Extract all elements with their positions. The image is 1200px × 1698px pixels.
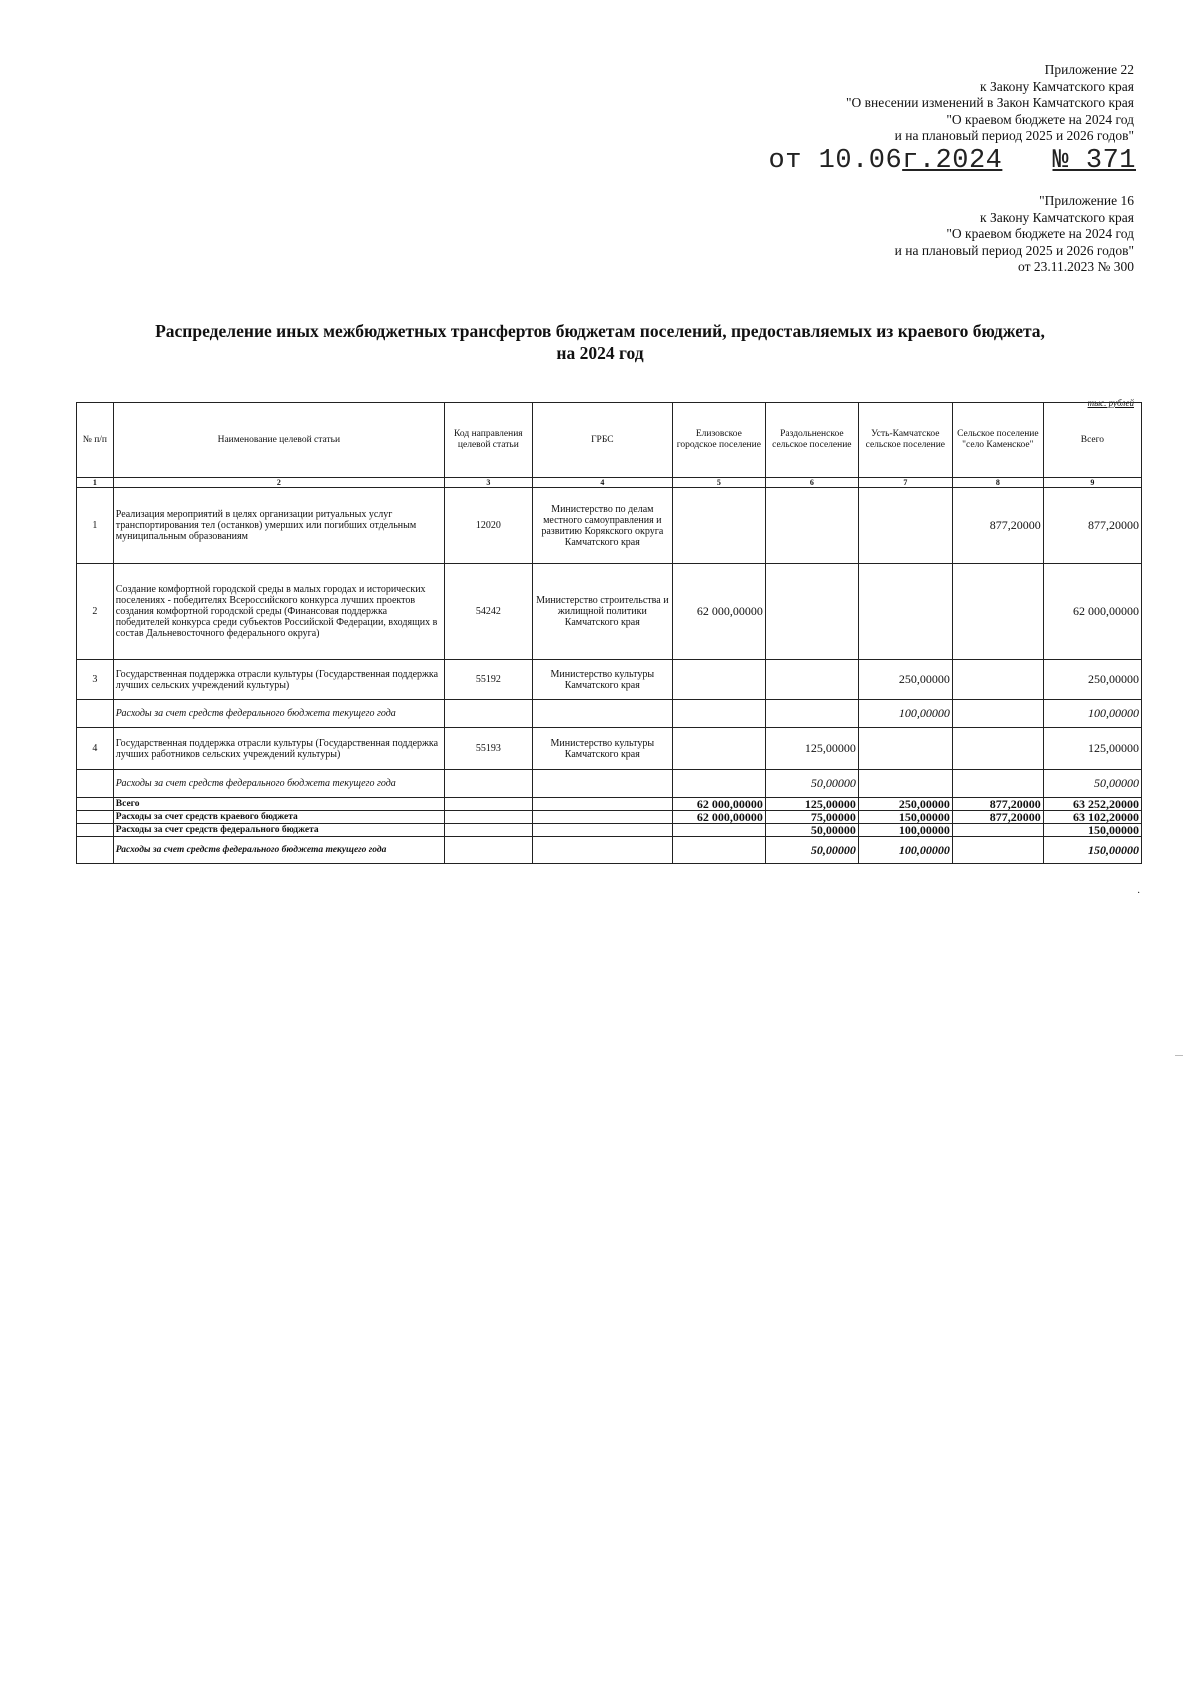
row-grbs: Министерство строительства и жилищной политики Камчатского края	[532, 564, 672, 660]
row-number: 4	[77, 728, 114, 770]
cell-yelizovo	[672, 728, 765, 770]
cell-ust-kamchatsk: 100,00000	[858, 837, 952, 864]
cell-total: 63 102,20000	[1043, 811, 1141, 824]
annex-16-line: "О краевом бюджете на 2024 год	[946, 226, 1134, 241]
transfers-table	[76, 402, 1142, 864]
cell-ust-kamchatsk: 100,00000	[858, 700, 952, 728]
annex-22-line: к Закону Камчатского края	[980, 78, 1134, 94]
table-row	[77, 728, 1142, 770]
cell-total: 125,00000	[1043, 728, 1141, 770]
summary-row-federal	[77, 824, 1142, 837]
annex-16-line: и на плановый период 2025 и 2026 годов"	[894, 242, 1134, 258]
row-code: 55193	[444, 728, 532, 770]
table-row	[77, 488, 1142, 564]
cell-kamenskoe: 877,20000	[952, 488, 1043, 564]
header-total: Всего	[1043, 403, 1141, 478]
summary-label: Расходы за счет средств краевого бюджета	[113, 811, 444, 824]
row-name: Реализация мероприятий в целях организации ритуальных услуг транспортирования тел (останков) умерших или погибших отдельным муниципальным образованиям	[113, 488, 444, 564]
scan-speck: ·	[1137, 888, 1141, 899]
column-index: 8	[952, 478, 1043, 488]
row-code: 55192	[444, 660, 532, 700]
summary-label: Расходы за счет средств федерального бюджета	[113, 824, 444, 837]
table-row	[77, 660, 1142, 700]
cell-razdolnoe	[765, 660, 858, 700]
title-line-2: на 2024 год	[556, 343, 644, 363]
cell-yelizovo	[672, 837, 765, 864]
header-kamenskoe: Сельское поселение "село Каменское"	[952, 403, 1043, 478]
summary-label: Всего	[113, 798, 444, 811]
cell-total: 100,00000	[1043, 700, 1141, 728]
cell-kamenskoe	[952, 837, 1043, 864]
table-header-row	[77, 403, 1142, 478]
column-index: 3	[444, 478, 532, 488]
summary-label: Расходы за счет средств федерального бюджета текущего года	[113, 837, 444, 864]
header-ust-kamchatsk: Усть-Камчатское сельское поселение	[858, 403, 952, 478]
cell-yelizovo	[672, 824, 765, 837]
column-index: 9	[1043, 478, 1141, 488]
cell-yelizovo	[672, 488, 765, 564]
annex-22-reference	[846, 62, 1134, 145]
row-grbs: Министерство культуры Камчатского края	[532, 660, 672, 700]
header-grbs: ГРБС	[532, 403, 672, 478]
cell-ust-kamchatsk	[858, 564, 952, 660]
header-yelizovo: Елизовское городское поселение	[672, 403, 765, 478]
annex-22-line: Приложение 22	[1044, 62, 1134, 77]
annex-16-line: от 23.11.2023 № 300	[1018, 259, 1134, 274]
row-code: 54242	[444, 564, 532, 660]
header-razdolnoe: Раздольненское сельское поселение	[765, 403, 858, 478]
row-name: Государственная поддержка отрасли культуры (Государственная поддержка лучших сельских учреждений культуры)	[113, 660, 444, 700]
column-index-row	[77, 478, 1142, 488]
row-number: 1	[77, 488, 114, 564]
column-index: 4	[532, 478, 672, 488]
row-name: Создание комфортной городской среды в малых городах и исторических поселениях - победителях Всероссийского конкурса лучших проектов создания комфортной городской среды (Финансовая поддержка победителей конкурса среди субъектов Российской Федерации, входящих в состав Дальневосточного федерального округа)	[113, 564, 444, 660]
cell-ust-kamchatsk: 250,00000	[858, 660, 952, 700]
row-name: Расходы за счет средств федерального бюджета текущего года	[113, 770, 444, 798]
cell-yelizovo: 62 000,00000	[672, 798, 765, 811]
cell-razdolnoe	[765, 488, 858, 564]
cell-razdolnoe: 50,00000	[765, 824, 858, 837]
header-name: Наименование целевой статьи	[113, 403, 444, 478]
cell-razdolnoe: 75,00000	[765, 811, 858, 824]
annex-16-line: "Приложение 16	[1039, 193, 1134, 208]
header-code: Код направления целевой статьи	[444, 403, 532, 478]
scan-edge-mark	[1175, 1055, 1183, 1056]
cell-total: 250,00000	[1043, 660, 1141, 700]
stamp-date: от 10.06	[768, 146, 903, 176]
cell-kamenskoe: 877,20000	[952, 811, 1043, 824]
cell-ust-kamchatsk: 150,00000	[858, 811, 952, 824]
cell-ust-kamchatsk: 250,00000	[858, 798, 952, 811]
summary-row-regional	[77, 811, 1142, 824]
cell-ust-kamchatsk: 100,00000	[858, 824, 952, 837]
cell-yelizovo: 62 000,00000	[672, 564, 765, 660]
annex-22-line: "О краевом бюджете на 2024 год	[946, 111, 1134, 127]
summary-row-federal-current-year	[77, 837, 1142, 864]
row-name: Расходы за счет средств федерального бюджета текущего года	[113, 700, 444, 728]
units-label: тыс. рублей	[1087, 398, 1134, 408]
cell-yelizovo	[672, 660, 765, 700]
cell-total: 62 000,00000	[1043, 564, 1141, 660]
cell-razdolnoe: 125,00000	[765, 798, 858, 811]
row-name: Государственная поддержка отрасли культуры (Государственная поддержка лучших работников сельских учреждений культуры)	[113, 728, 444, 770]
cell-razdolnoe	[765, 564, 858, 660]
table-row	[77, 564, 1142, 660]
annex-22-line: и на плановый период 2025 и 2026 годов"	[894, 128, 1134, 143]
cell-total: 150,00000	[1043, 837, 1141, 864]
row-number: 3	[77, 660, 114, 700]
column-index: 2	[113, 478, 444, 488]
cell-kamenskoe	[952, 824, 1043, 837]
table-row-federal-subtotal	[77, 700, 1142, 728]
column-index: 6	[765, 478, 858, 488]
document-title	[100, 320, 1100, 364]
cell-kamenskoe	[952, 564, 1043, 660]
column-index: 7	[858, 478, 952, 488]
cell-total: 150,00000	[1043, 824, 1141, 837]
cell-ust-kamchatsk	[858, 728, 952, 770]
cell-kamenskoe	[952, 660, 1043, 700]
cell-total: 50,00000	[1043, 770, 1141, 798]
cell-razdolnoe: 125,00000	[765, 728, 858, 770]
law-date-number-stamp	[769, 146, 1136, 176]
cell-ust-kamchatsk	[858, 488, 952, 564]
cell-kamenskoe	[952, 728, 1043, 770]
annex-16-line: к Закону Камчатского края	[980, 209, 1134, 225]
table-row-federal-subtotal	[77, 770, 1142, 798]
stamp-number: № 371	[1052, 146, 1136, 176]
summary-row-total	[77, 798, 1142, 811]
annex-22-line: "О внесении изменений в Закон Камчатского края	[846, 95, 1134, 110]
stamp-year: г.2024	[902, 146, 1003, 176]
cell-razdolnoe: 50,00000	[765, 837, 858, 864]
row-grbs: Министерство культуры Камчатского края	[532, 728, 672, 770]
cell-yelizovo: 62 000,00000	[672, 811, 765, 824]
cell-kamenskoe: 877,20000	[952, 798, 1043, 811]
annex-16-reference	[895, 193, 1134, 276]
cell-razdolnoe: 50,00000	[765, 770, 858, 798]
row-number: 2	[77, 564, 114, 660]
row-grbs: Министерство по делам местного самоуправления и развитию Корякского округа Камчатского края	[532, 488, 672, 564]
column-index: 5	[672, 478, 765, 488]
cell-total: 63 252,20000	[1043, 798, 1141, 811]
title-line-1: Распределение иных межбюджетных трансфертов бюджетам поселений, предоставляемых из краевого бюджета,	[155, 321, 1045, 341]
row-code: 12020	[444, 488, 532, 564]
header-num: № п/п	[77, 403, 114, 478]
cell-total: 877,20000	[1043, 488, 1141, 564]
column-index: 1	[77, 478, 114, 488]
